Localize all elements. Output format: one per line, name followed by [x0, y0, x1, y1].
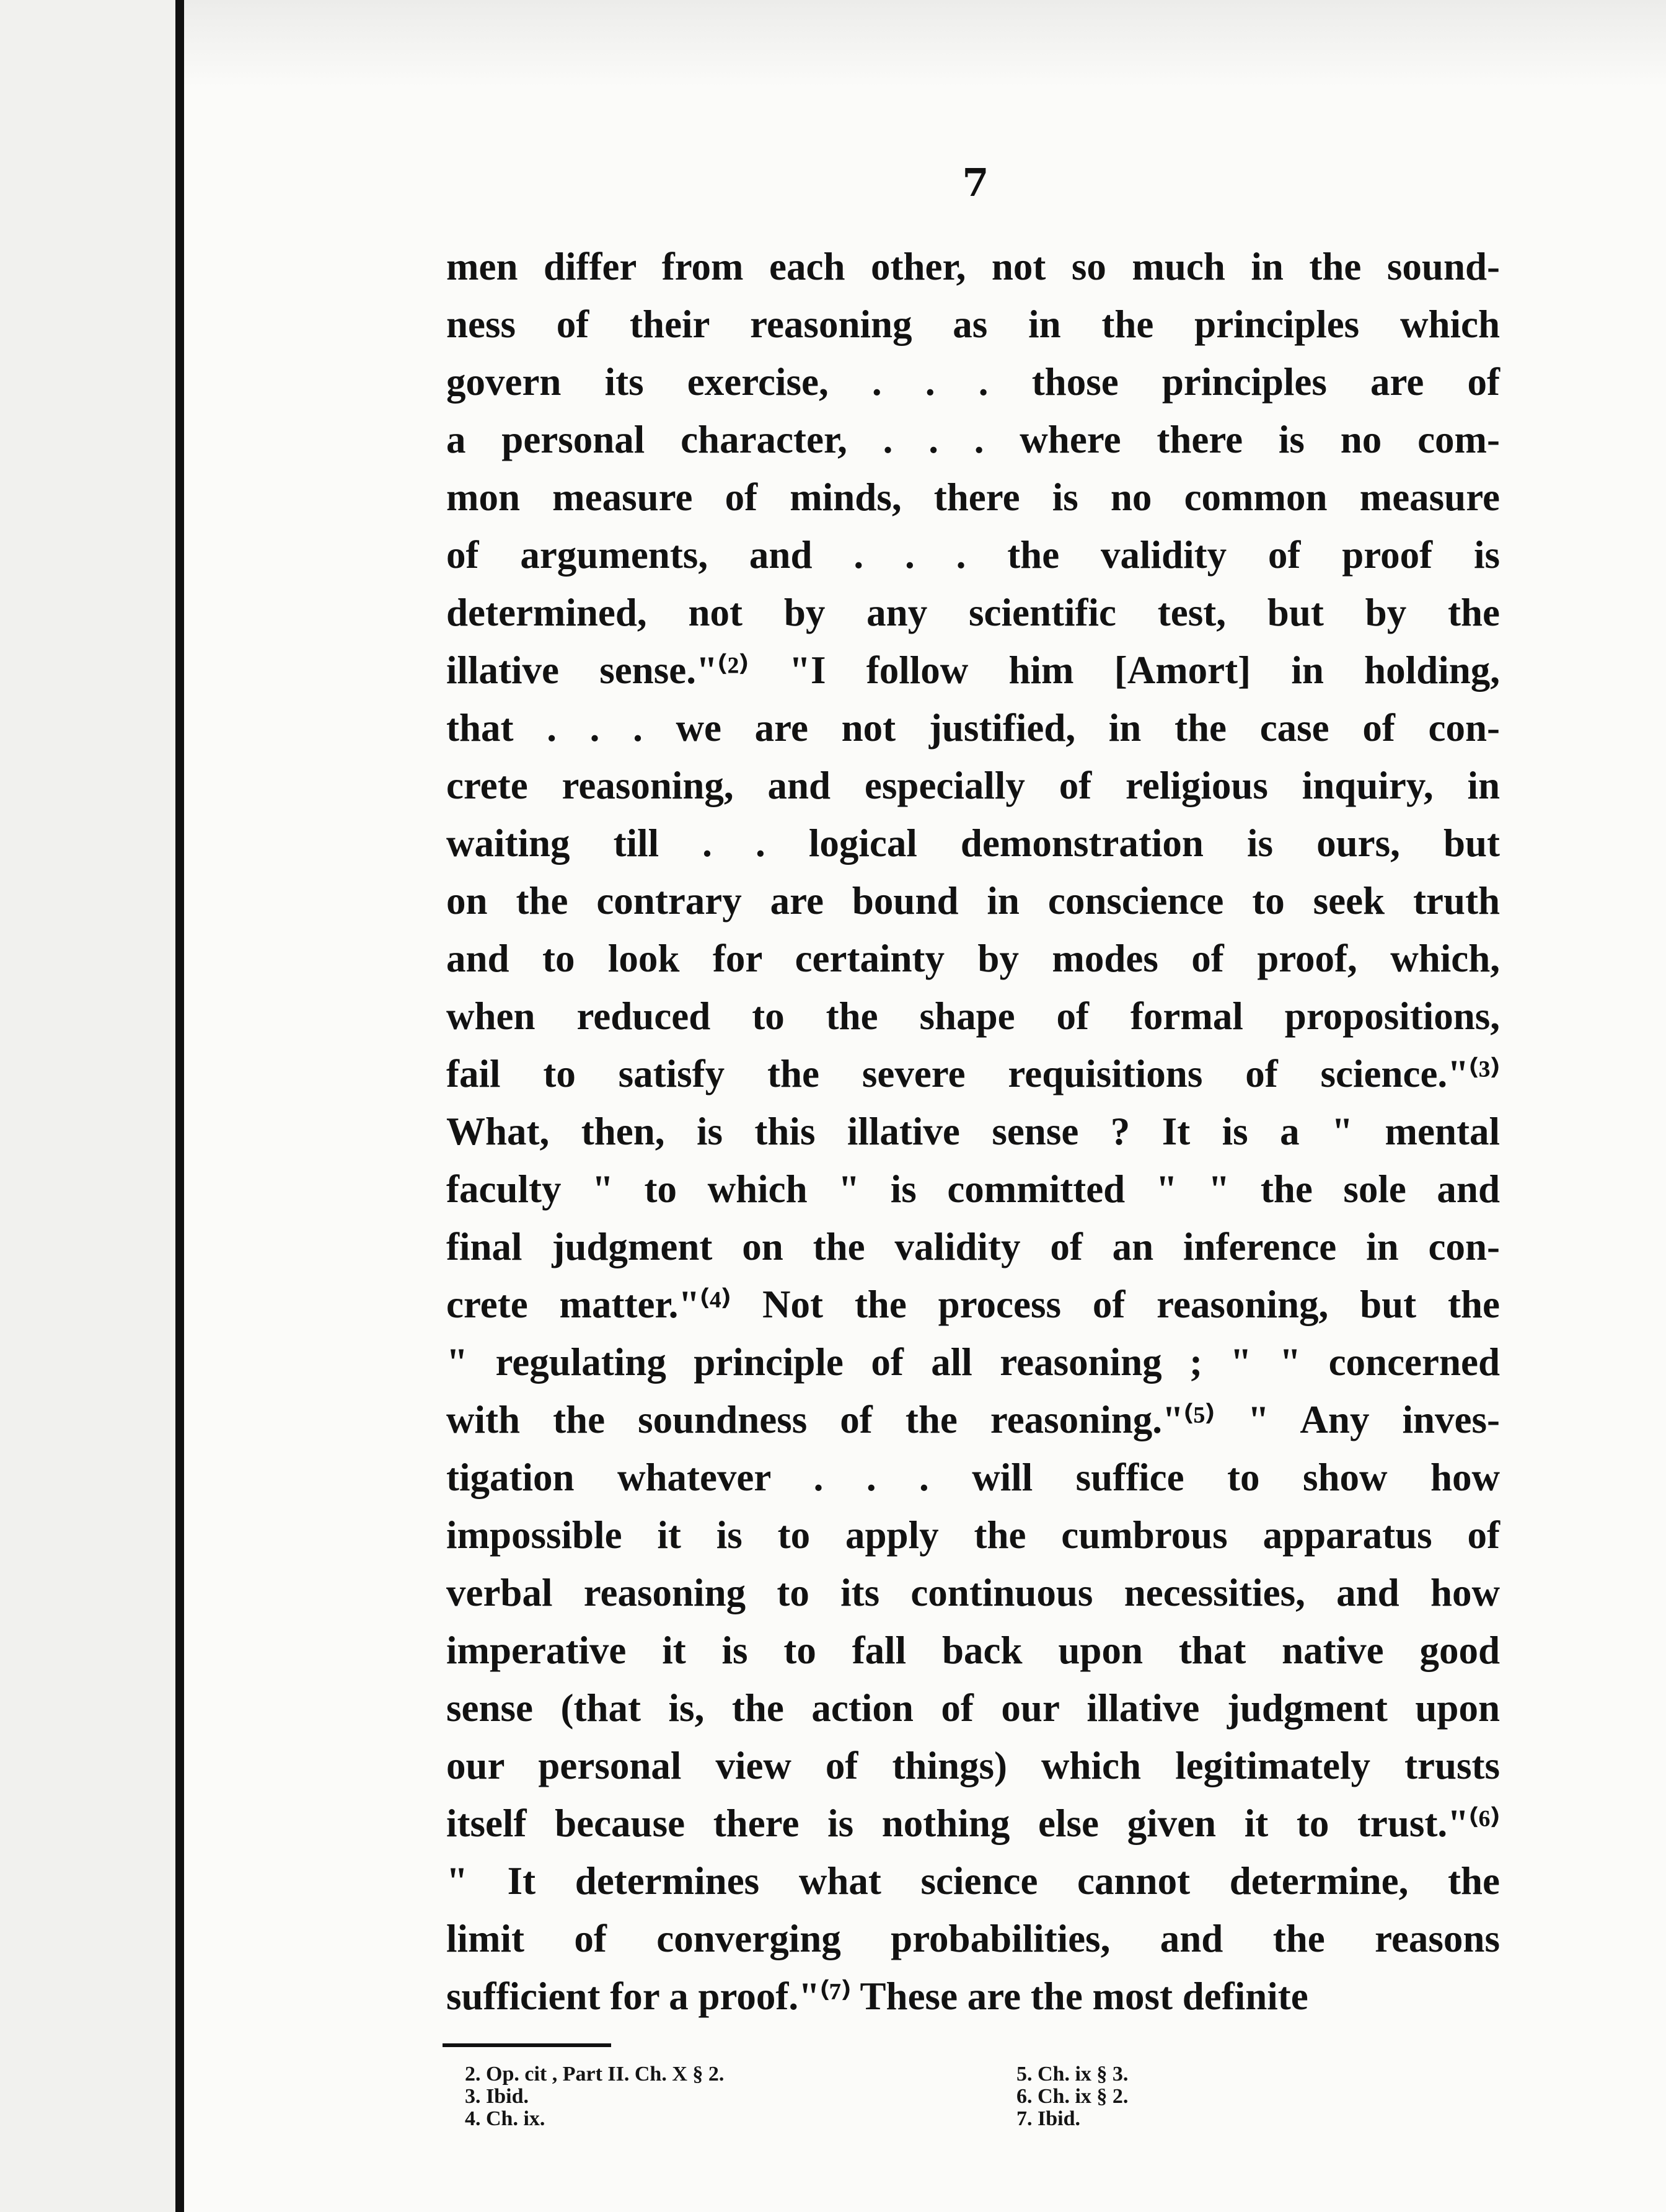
text-line: crete matter."⁽⁴⁾ Not the process of reasoning, but the — [446, 1283, 1500, 1326]
text-line: of arguments, and . . . the validity of proof is — [446, 533, 1500, 577]
text-line: and to look for certainty by modes of proof, which, — [446, 937, 1500, 980]
text-line: tigation whatever . . . will suffice to show how — [446, 1456, 1500, 1499]
text-line: limit of converging probabilities, and the reasons — [446, 1917, 1500, 1960]
text-line: sufficient for a proof."⁽⁷⁾ These are the most definite — [446, 1975, 1308, 2018]
footnotes-left-column — [465, 2063, 899, 2130]
text-line: ness of their reasoning as in the principles which — [446, 303, 1500, 346]
text-line: illative sense."⁽²⁾ "I follow him [Amort] in holding, — [446, 648, 1500, 692]
text-line: crete reasoning, and especially of religious inquiry, in — [446, 764, 1500, 807]
text-line: sense (that is, the action of our illative judgment upon — [446, 1686, 1500, 1730]
footnote: 2. Op. cit , Part II. Ch. X § 2. — [465, 2063, 725, 2086]
text-line: " regulating principle of all reasoning ; " " concerned — [446, 1340, 1500, 1384]
text-line: when reduced to the shape of formal propositions, — [446, 994, 1500, 1038]
text-line: impossible it is to apply the cumbrous apparatus of — [446, 1513, 1500, 1557]
text-line: imperative it is to fall back upon that native good — [446, 1629, 1500, 1672]
text-line: verbal reasoning to its continuous necessities, and how — [446, 1571, 1500, 1614]
footnote: 7. Ibid. — [1016, 2107, 1080, 2130]
footnote: 6. Ch. ix § 2. — [1016, 2085, 1129, 2108]
binding-edge — [175, 0, 184, 2212]
text-line: final judgment on the validity of an inference in con- — [446, 1225, 1500, 1268]
text-line: with the soundness of the reasoning."⁽⁵⁾ " Any inves- — [446, 1398, 1500, 1441]
text-line: itself because there is nothing else given it to trust."⁽⁶⁾ — [446, 1802, 1500, 1845]
text-line: men differ from each other, not so much in the sound- — [446, 245, 1500, 288]
footnote: 3. Ibid. — [465, 2085, 529, 2108]
body-text — [446, 238, 1500, 2025]
footnote: 5. Ch. ix § 3. — [1016, 2063, 1129, 2086]
text-line: govern its exercise, . . . those principles are of — [446, 360, 1500, 404]
text-line: our personal view of things) which legitimately trusts — [446, 1744, 1500, 1787]
text-line: a personal character, . . . where there is no com- — [446, 418, 1500, 461]
text-line: determined, not by any scientific test, but by the — [446, 591, 1500, 634]
footnote-divider — [443, 2043, 611, 2047]
text-line: that . . . we are not justified, in the case of con- — [446, 706, 1500, 750]
page-number: 7 — [962, 160, 989, 205]
text-line: mon measure of minds, there is no common measure — [446, 476, 1500, 519]
text-line: faculty " to which " is committed " " the sole and — [446, 1167, 1500, 1211]
text-line: on the contrary are bound in conscience to seek truth — [446, 879, 1500, 922]
footnote: 4. Ch. ix. — [465, 2107, 545, 2130]
footnotes-right-column — [1016, 2063, 1326, 2130]
text-line: What, then, is this illative sense ? It is a " mental — [446, 1110, 1500, 1153]
left-margin — [0, 0, 175, 2212]
text-line: fail to satisfy the severe requisitions of science."⁽³⁾ — [446, 1052, 1500, 1095]
text-line: " It determines what science cannot determine, the — [446, 1859, 1500, 1903]
bleed-through-shadow — [184, 0, 1666, 87]
text-line: waiting till . . logical demonstration is ours, but — [446, 821, 1500, 865]
